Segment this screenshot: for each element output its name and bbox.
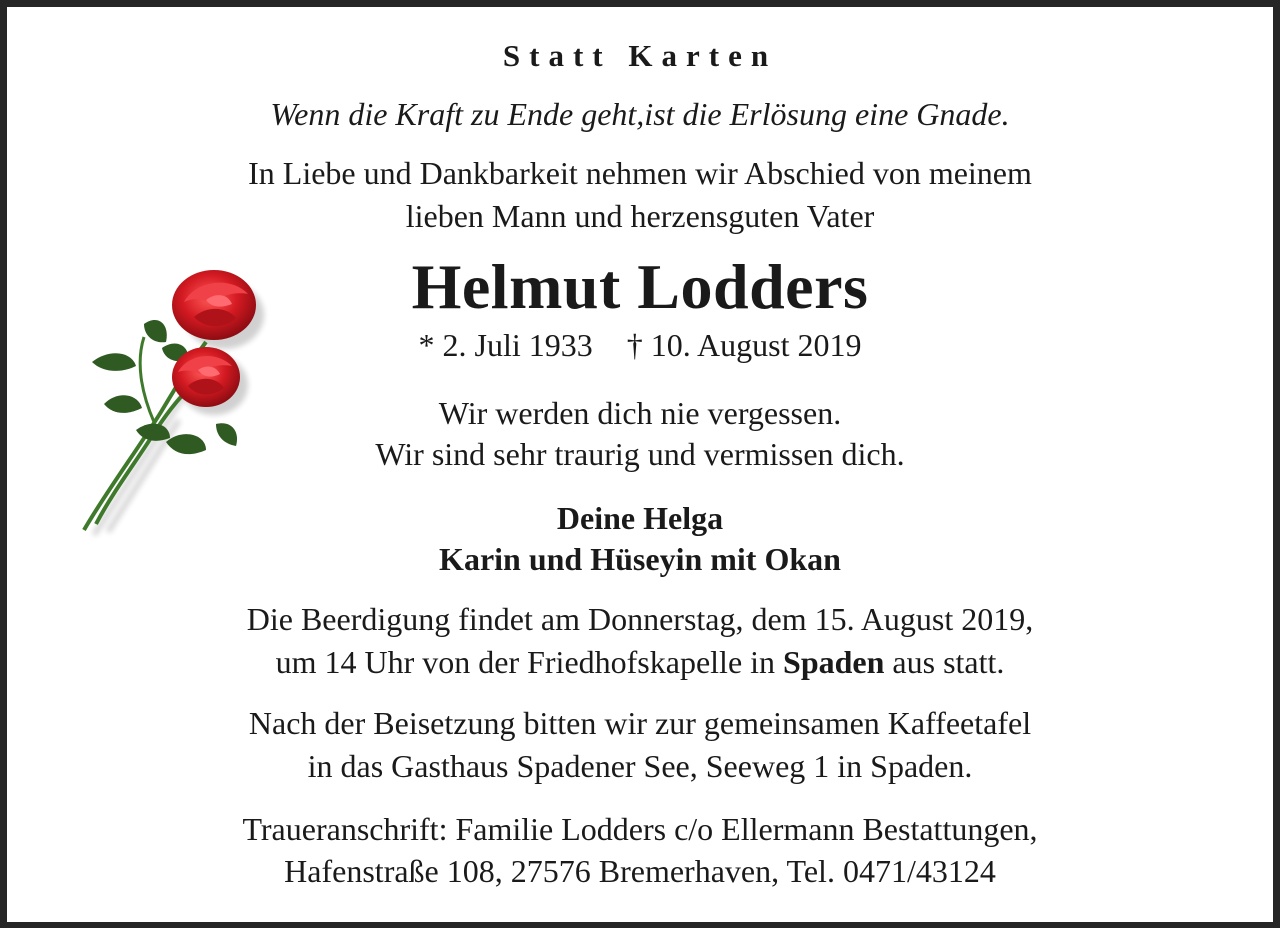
coffee-line-1: Nach der Beisetzung bitten wir zur gemeinsamen Kaffeetafel [248,705,1032,741]
intro-line-2: lieben Mann und herzensguten Vater [405,198,875,234]
funeral-line-2-start: um 14 Uhr von der Friedhofskapelle in [275,644,784,680]
funeral-line-2 [0,644,1280,681]
address-line-2: Hafenstraße 108, 27576 Bremerhaven, Tel. 0471/43124 [284,853,996,889]
birth-date: * 2. Juli 1933 [418,327,593,363]
two-red-roses-icon [66,262,298,567]
address-line-1: Traueranschrift: Familie Lodders c/o Ellermann Bestattungen, [242,811,1038,847]
message-line-2: Wir sind sehr traurig und vermissen dich. [375,436,905,472]
notice-heading: Statt Karten [502,38,778,73]
signature-line-1: Deine Helga [556,500,724,536]
funeral-line-1: Die Beerdigung findet am Donnerstag, dem 15. August 2019, [246,601,1034,637]
funeral-location: Spaden [783,644,885,680]
intro-line-1: In Liebe und Dankbarkeit nehmen wir Abschied von meinem [248,155,1032,191]
signature-line-2: Karin und Hüseyin mit Okan [439,541,841,577]
notice-quote: Wenn die Kraft zu Ende geht,ist die Erlösung eine Gnade. [270,96,1010,132]
funeral-line-2-end: aus statt. [884,644,1005,680]
message-line-1: Wir werden dich nie vergessen. [438,395,842,431]
deceased-name: Helmut Lodders [411,251,869,322]
coffee-line-2: in das Gasthaus Spadener See, Seeweg 1 in Spaden. [307,748,973,784]
death-date: † 10. August 2019 [626,327,862,363]
